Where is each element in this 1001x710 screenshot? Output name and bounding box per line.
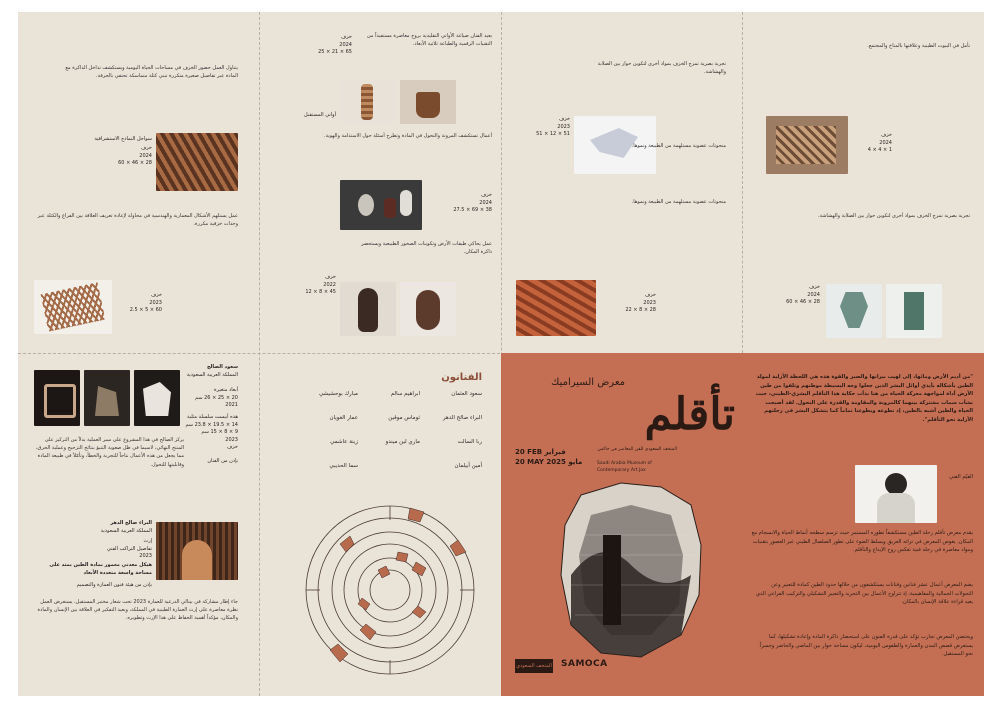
artwork-title: هيكل معدني مغمور بمادة الطين يمتد على مساحة واسعة متعددة الأبعاد	[49, 562, 152, 576]
artist-name: ربا السالت	[457, 439, 482, 445]
artist-country: المملكة العربية السعودية	[186, 372, 238, 378]
cover-body: ويحتضن المعرض تجارب تؤكد على قدرة الفنون على استحضار ذاكرة المادة وإعادة تشكيلها، كما يستعرض قصص المدن والعمارة والطقوس اليومية، ليكون مساحة حوار بين الماضي والحاضر وجسراً نحو المستقبل.	[759, 634, 973, 658]
piece-meta: خزف 2024 65 × 21 × 25	[318, 34, 352, 56]
piece-meta: خزف 2023 51 × 12 × 51	[536, 116, 570, 138]
artist-name: ماري لين ميندو	[385, 439, 420, 445]
artist-text: يركز الصالح في هذا المشروع على سبر العملية بدلاً من التركيز على المنتج النهائي، لاسيما في ظل صعوبة التنبؤ بنتائج التزجيج وعملية الحرق، مما يجعل من هذه الأعمال نتاجاً للتجربة والخطأ، وتأمّلاً في طبيعة المادة وقابليتها للتحول.	[35, 437, 184, 468]
gallery-map-diagram	[300, 500, 480, 680]
artists-grid	[300, 390, 482, 482]
artwork-photo	[156, 133, 238, 191]
artists-heading: الفنانون	[441, 372, 482, 383]
artwork-photo	[766, 116, 848, 174]
curator-photo	[855, 465, 937, 523]
artwork-photo	[340, 282, 396, 336]
cover-subtitle: معرض السيراميك	[551, 377, 625, 388]
sponsor-logo: SAMOCA	[561, 659, 608, 669]
artwork-photo	[886, 284, 942, 338]
curator-caption: القيّم الفني	[949, 474, 973, 480]
cover-title: تأقلم	[644, 389, 735, 440]
cover-artwork	[551, 475, 711, 665]
piece-text: تجربة بصرية تمزج الخزف بمواد أخرى لتكوين حوار بين الصلابة والهشاشة.	[817, 213, 970, 219]
fold-line	[742, 12, 743, 353]
artist-text: جاء إطار مشاركة في بينالي الدرعية للعمارة 2023 تحت شعار مختبر المستقبل، يستعرض العمل نظرة معاصرة على إرث العمارة الطينية في المملكة، ويعيد التفكير في العلاقة بين الإنسان والمادة والمكان، مؤكداً أهمية الحفاظ على هذا الإرث وتطويره.	[37, 599, 238, 622]
piece-meta: خزف 2024 28 × 46 × 60	[786, 284, 820, 306]
piece-text: تأمل في البيوت الطينية وعلاقتها بالمناخ والمجتمع.	[867, 43, 970, 49]
piece-title: سواحل النماذج الاستشرافية	[94, 136, 152, 142]
brochure-sheet	[18, 12, 984, 696]
piece-text: عمل يستلهم الأشكال المعمارية والهندسية في محاولة لإعادة تعريف العلاقة بين الفراغ والكتلة عبر وحدات خزفية مكررة.	[37, 213, 238, 228]
piece-meta: خزف 2024 28 × 46 × 60	[118, 145, 152, 167]
piece-meta: خزف 2024 38 × 69 × 27.5	[453, 192, 492, 214]
piece-text: تجربة بصرية تمزج الخزف بمواد أخرى لتكوين حوار بين الصلابة والهشاشة.	[597, 61, 726, 76]
artist-country: المملكة العربية السعودية	[100, 528, 152, 534]
piece-text: عمل يحاكي طبقات الأرض وتكوينات الصخور الطبيعية ويستحضر ذاكرة المكان.	[361, 241, 492, 256]
piece-text: أعمال تستكشف المرونة والتحول في المادة وتطرح أسئلة حول الاستدامة والهوية.	[324, 133, 492, 139]
artwork-photo	[340, 80, 396, 124]
artist-name: سعود العثمان	[451, 391, 482, 397]
piece-title: أواني المستقبل	[304, 112, 336, 118]
artwork-photo	[34, 370, 80, 426]
museum-name-en: Saudi Arabia Museum of Contemporary Art Jax	[597, 461, 652, 473]
piece-meta: خزف 2022 45 × 8 × 12	[305, 274, 336, 296]
piece-meta: خزف 2023 60 × 5 × 2.5	[129, 292, 162, 314]
piece-text: يتناول العمل حضور الخزف في مساحات الحياة اليومية ويستكشف تداخل الذاكرة مع المادة عبر تفاصيل صغيرة متكررة تبني كتلة متماسكة تحتفي بالحرفة.	[65, 65, 238, 80]
cover-body: يضم المعرض أعمال عشر فنانين وفنانات يستكشفون من خلالها حدود الطين كمادة للتعبير وعن التحولات الجمالية والمفاهيمية، إذ تتراوح الأعمال بين التجريد والتعبير التشكيلي والتركيب الفراغي الذي يعيد قراءة علاقة الإنسان بالمكان.	[755, 582, 973, 606]
cover-date: 20 FEB فبراير	[515, 448, 566, 456]
artist-name: سعود الصالح	[206, 364, 238, 370]
artwork-meta: هذه أبيست سلسلة مثلية 14 × 19.5 × 23.8 سم 9 × 8 × 15 سم 2023 خزف	[185, 414, 238, 451]
artist-name: ابراهيم سالم	[390, 391, 420, 397]
cover-date: 20 MAY مايو 2025	[515, 458, 583, 466]
museum-name-ar: المتحف السعودي للفن المعاصر في جاكس	[597, 447, 677, 452]
artwork-photo	[84, 370, 130, 426]
piece-text: يعيد الفنان صياغة الأواني التقليدية بروح معاصرة مستفيداً من التقنيات الرقمية والطباعة ثلاثية الأبعاد.	[367, 33, 492, 48]
artist-name: عمار الغويان	[329, 415, 358, 421]
image-credit: بإذن من الفنان	[207, 458, 238, 464]
cover-body: يقدم معرض تأقلم رحلة الطين مستكشفاً تطوره المستمر حيث ترسم سطحه أنماط الحياة والانسجام مع المكان. يغوص المعرض في تراثه العريق ويسلط الضوء على تطور الصلصال الطيني عبر العصور بتقنيات ومواد معاصرة في رحلة فنية تعكس روح الإبداع والتأقلم.	[751, 530, 973, 554]
sponsor-logo	[515, 659, 553, 673]
artwork-photo	[34, 280, 112, 334]
artist-name: البراء صالح الدهر	[442, 415, 482, 421]
artwork-photo	[516, 280, 596, 336]
artwork-photo	[400, 80, 456, 124]
artwork-photo	[156, 522, 238, 580]
artist-name: سما الحديبي	[329, 463, 358, 469]
piece-meta: خزف 2024 1 × 4 × 4	[867, 132, 892, 154]
cover-panel	[501, 353, 984, 696]
artist-name: مبارك بوحشيشي	[318, 391, 358, 397]
artist-name: زينة عاشمي	[330, 439, 358, 445]
artist-name: أمين أبيلمان	[454, 463, 482, 469]
image-credit: بإذن من هيئة فنون العمارة والتصميم	[76, 582, 152, 588]
artist-name: ثوماس موقين	[388, 415, 420, 421]
piece-text: منحوتات عضوية مستلهمة من الطبيعة ونموها.	[631, 143, 726, 149]
artwork-photo	[826, 284, 882, 338]
sponsor-label: المتحف السعودي	[516, 663, 552, 669]
artwork-meta: إرث تفاصيل التراكب الفني 2023	[106, 538, 152, 560]
cover-intro: "من أديم الأرض ومائها، إلى لهيب نيرانها والصبر والقوة هذه هي اللحظة الأزلية لمولد الطين بأشكاله بأيدي أوائل البشر الذين جعلوا وجه البسيطة موطنهم وتلقوا من طين الأرض أداة لمواجهة معركة الحياة من هنا بدأت حكاية هذا التأقلم البشري-الطيني، حيث نشأت سمات مشتركة بينهما كالمرونة والمقاومة والقدرة على التحول. لقد أصبحت الحياة والطين أشبه بالطين، إذ نطوعه ويطوعنا تماماً كما يتشكل البشر في رحلتهم الأزلية نحو التأقلم".	[755, 374, 973, 423]
piece-text: منحوتات عضوية مستلهمة من الطبيعة ونموها.	[631, 199, 726, 205]
piece-meta: خزف 2023 28 × 8 × 22	[625, 292, 656, 314]
artwork-meta: أبعاد متغيرة 20 × 25 × 26 سم 2021	[195, 387, 238, 409]
artwork-photo	[340, 180, 422, 230]
fold-line	[259, 12, 260, 696]
artwork-photo	[400, 282, 456, 336]
artist-name: البراء صالح الدهر	[110, 520, 152, 526]
